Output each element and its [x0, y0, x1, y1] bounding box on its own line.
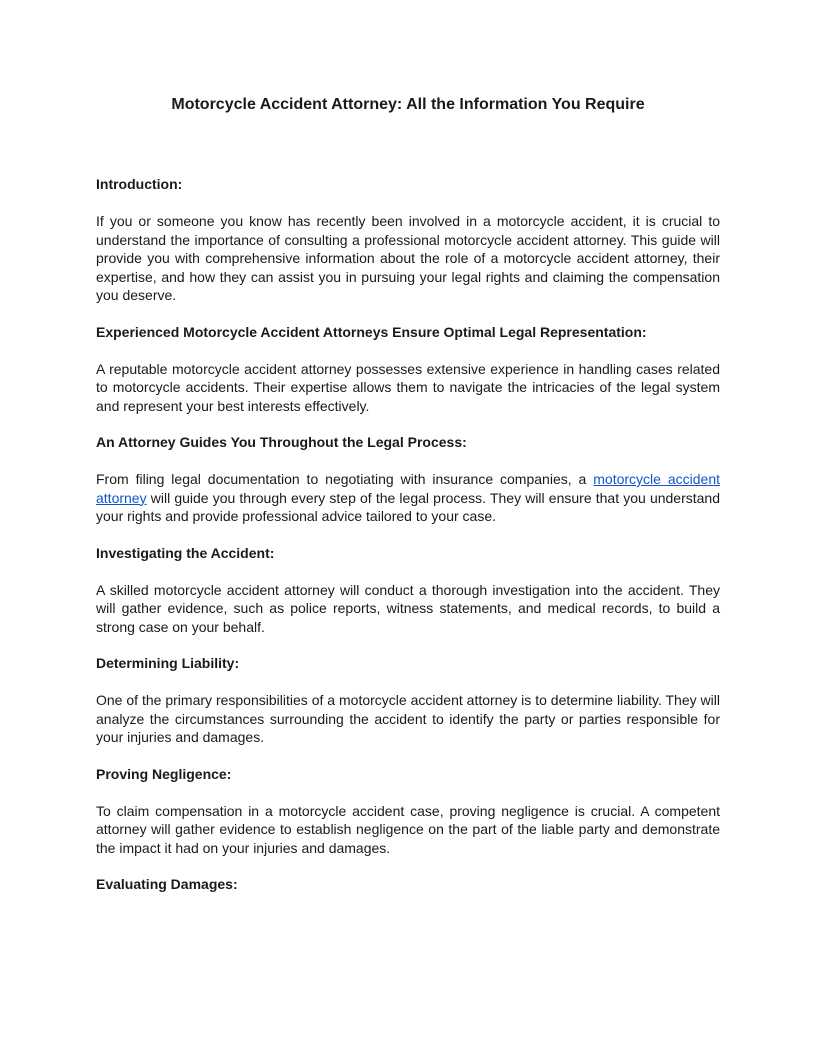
section-heading-representation: Experienced Motorcycle Accident Attorneys Ensure Optimal Legal Representation:: [96, 323, 647, 340]
section-heading-liability: Determining Liability:: [96, 655, 240, 671]
paragraph-text-after-link: will guide you through every step of the legal process. They will ensure that you understand your rights and provide professional advice tailored to your case.: [96, 489, 720, 524]
section-heading-negligence: Proving Negligence:: [96, 765, 232, 782]
section-paragraph-introduction: If you or someone you know has recently been involved in a motorcycle accident, it is crucial to understand the importance of consulting a professional motorcycle accident attorney. This guide will provide you with comprehensive information about the role of a motorcycle accident attorney, their expertise, and how they can assist you in pursuing your legal rights and claiming the compensation you deserve.: [96, 213, 720, 303]
section-paragraph-legal-process: [96, 470, 720, 526]
section-heading-investigating: Investigating the Accident:: [96, 544, 275, 561]
document-body: [96, 175, 720, 912]
section-heading-introduction: Introduction:: [96, 176, 183, 192]
section-paragraph-negligence: To claim compensation in a motorcycle accident case, proving negligence is crucial. A competent attorney will gather evidence to establish negligence on the part of the liable party and demonstrate the impact it had on your injuries and damages.: [96, 802, 720, 856]
section-paragraph-investigating: A skilled motorcycle accident attorney will conduct a thorough investigation into the accident. They will gather evidence, such as police reports, witness statements, and medical records, to build a strong case on your behalf.: [96, 581, 720, 635]
motorcycle-accident-attorney-link[interactable]: motorcycle accident attorney: [96, 471, 720, 506]
section-heading-legal-process: An Attorney Guides You Throughout the Legal Process:: [96, 434, 467, 450]
section-paragraph-liability: One of the primary responsibilities of a motorcycle accident attorney is to determine liability. They will analyze the circumstances surrounding the accident to identify the party or parties responsible for your injuries and damages.: [96, 692, 720, 745]
document-title: Motorcycle Accident Attorney: All the Information You Require: [171, 96, 645, 113]
section-heading-damages: Evaluating Damages:: [96, 876, 238, 892]
section-paragraph-representation: A reputable motorcycle accident attorney possesses extensive experience in handling cases related to motorcycle accidents. Their expertise allows them to navigate the intricacies of the legal system and represent your best interests effectively.: [96, 360, 720, 414]
paragraph-text-before-link: From filing legal documentation to negotiating with insurance companies, a: [96, 471, 594, 487]
